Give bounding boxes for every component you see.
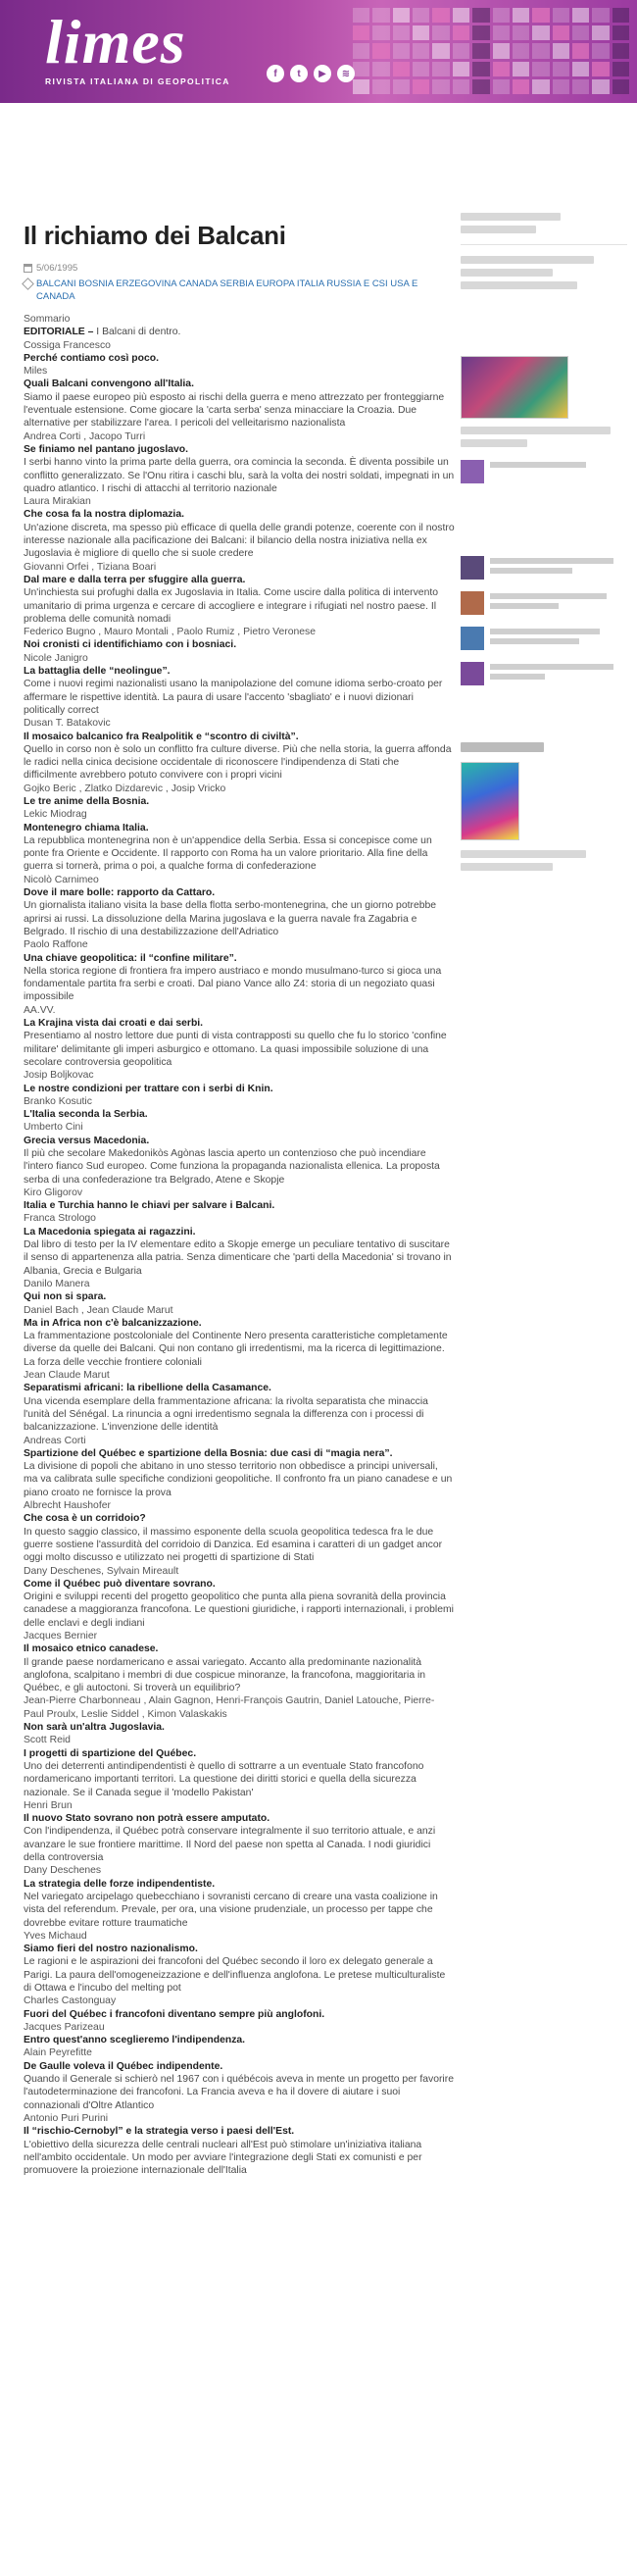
ad-pixel — [612, 62, 629, 76]
ad-pixel — [413, 62, 429, 76]
toc-entry-description: Quello in corso non è solo un conflitto fra culture diverse. Più che nella storia, la guerra affonda le radici nella cinica decisione occidentale di riconoscere l'indipendenza di Stati che difficilmente avrebbero potuto convivere con i propri vicini — [24, 743, 452, 782]
toc-entry-description: Un'azione discreta, ma spesso più efficace di quella delle grandi potenze, coerente con il nostro interesse nazionale alla pacificazione dei Balcani: il bilancio della nostra iniziativa nella ex Jugoslavia è migliore di quello che si suole credere — [24, 522, 455, 560]
toc-entry-title — [24, 1721, 455, 1734]
youtube-icon[interactable]: ▶ — [314, 65, 331, 82]
toc-title-text: Non sarà un'altra Jugoslavia. — [24, 1722, 165, 1734]
toc-title-text: La battaglia delle “neolingue”. — [24, 666, 171, 678]
toc-title-text: I progetti di spartizione del Québec. — [24, 1747, 197, 1759]
toc-title-text: Le tre anime della Bosnia. — [24, 795, 150, 807]
toc-title-text: Noi cronisti ci identifichiamo con i bosniaci. — [24, 639, 237, 651]
toc-entry-description: Uno dei deterrenti antindipendentisti è quello di sottrarre a un eventuale Stato francofono nordamericano importanti territori. La questione dei diritti storici e quella della sicurezza nazionale. Se il Canada segue il 'modello Pakistan' — [24, 1760, 424, 1798]
ad-pixel — [472, 25, 489, 40]
toc-entry-author[interactable]: Jacques Bernier — [24, 1630, 98, 1642]
toc-entry-author[interactable]: Dany Deschenes — [24, 1865, 102, 1877]
toc-entry-title — [24, 1878, 455, 1891]
ad-pixel — [553, 8, 569, 23]
toc-entry-author[interactable]: Henri Brun — [24, 1799, 73, 1811]
ad-pixel — [453, 62, 469, 76]
toc-entry-author[interactable]: Miles — [24, 366, 48, 378]
toc-entry-title — [24, 508, 455, 521]
sidebar-divider — [461, 244, 627, 245]
toc-entry-author[interactable]: Antonio Puri Purini — [24, 2112, 109, 2124]
ad-pixel — [513, 25, 529, 40]
toc-entry-author[interactable]: Branko Kosutic — [24, 1095, 92, 1107]
ad-pixel — [432, 79, 449, 94]
toc-title-text: Qui non si spara. — [24, 1291, 107, 1303]
ad-pixel — [612, 79, 629, 94]
toc-entry-author[interactable]: Laura Mirakian — [24, 496, 91, 508]
sommario — [24, 313, 455, 2177]
ad-pixel — [353, 79, 369, 94]
toc-entry-description: Il grande paese nordamericano e assai variegato. Accanto alla predominante nazionalità anglofona, scalpitano i membri di due cospicue minoranze, la francofona, maggioritaria in Québec, e gli autoctoni. Si troverà un equilibrio? — [24, 1656, 426, 1694]
toc-entry-title — [24, 2034, 455, 2046]
ad-pixel — [353, 8, 369, 23]
toc-entry-description: La repubblica montenegrina non è un'appendice della Serbia. Essa si concepisce come un ponte fra Oriente e Occidente. Il rapporto con Roma ha un valore prioritario. Alla fine della guerra si tornerà, prima o poi, a qualche forma di confederazione — [24, 834, 432, 873]
toc-entry-title — [24, 352, 455, 365]
calendar-icon — [24, 264, 32, 273]
ad-pixel — [612, 8, 629, 23]
toc-entry-author[interactable]: Andrea Corti , Jacopo Turri — [24, 430, 146, 442]
toc-title-text: L'Italia seconda la Serbia. — [24, 1109, 148, 1121]
article — [24, 213, 455, 2177]
ad-pixel — [612, 43, 629, 58]
toc-entry-description: Il più che secolare Makedonikòs Agònas lascia aperto un contenzioso che può incendiare l'intero fianco Sud europeo. Come funziona la propaganda nazionalista ellenica. La proposta serba di una confederazione tra Belgrado, Atene e Skopje — [24, 1148, 440, 1186]
toc-title-text: Se finiamo nel pantano jugoslavo. — [24, 443, 189, 455]
toc-entry-description: Un'inchiesta sui profughi dalla ex Jugoslavia in Italia. Come uscire dalla politica di intervento umanitario di prima urgenza e cercare di accogliere e integrare i rifugiati nel nostro paese. Il problema delle comunità nomadi — [24, 587, 439, 625]
site-header — [0, 0, 637, 103]
toc-title-text: Dal mare e dalla terra per sfuggire alla guerra. — [24, 574, 246, 585]
ad-pixel — [513, 62, 529, 76]
toc-entry-title — [24, 2060, 455, 2073]
ad-pixel — [472, 79, 489, 94]
toc-entry-title — [24, 574, 455, 586]
toc-entry-author[interactable]: Dusan T. Batakovic — [24, 718, 111, 730]
ad-pixel — [572, 43, 589, 58]
ad-pixel — [372, 79, 389, 94]
toc-entry-author[interactable]: Andreas Corti — [24, 1435, 86, 1446]
ad-pixel — [513, 8, 529, 23]
ad-pixel — [372, 25, 389, 40]
toc-entry-author[interactable]: Jean-Pierre Charbonneau , Alain Gagnon, Henri-François Gautrin, Daniel Latouche, Pierre-Paul Proulx, Leslie Siddel , Kimon Valaskakis — [24, 1695, 435, 1720]
toc-list — [24, 326, 455, 2177]
sidebar-mini-thumbs — [461, 460, 627, 495]
toc-title-text: La Krajina vista dai croati e dai serbi. — [24, 1018, 204, 1030]
toc-entry-author[interactable]: Scott Reid — [24, 1735, 71, 1746]
toc-entry-title — [24, 665, 455, 678]
toc-title-text: Che cosa è un corridoio? — [24, 1513, 146, 1525]
ad-pixel — [353, 43, 369, 58]
ad-pixel — [353, 62, 369, 76]
toc-entry-author[interactable]: Dany Deschenes, Sylvain Mireault — [24, 1565, 179, 1577]
ad-pixel — [572, 8, 589, 23]
toc-entry-author[interactable]: Nicolò Carnimeo — [24, 874, 99, 885]
sommario-label: Sommario — [24, 314, 71, 325]
ad-banner[interactable] — [353, 8, 629, 94]
ad-pixel — [432, 43, 449, 58]
toc-title-text: Separatismi africani: la ribellione della Casamance. — [24, 1383, 271, 1394]
ad-pixel — [393, 62, 410, 76]
ad-pixel — [353, 25, 369, 40]
sidebar-section-title — [461, 742, 627, 757]
ad-pixel — [553, 25, 569, 40]
toc-entry-author[interactable]: Nicole Janigro — [24, 652, 88, 664]
ad-pixel — [532, 79, 549, 94]
ad-pixel — [413, 25, 429, 40]
toc-entry-description: Nel variegato arcipelago quebecchiano i sovranisti cercano di creare una vasta coalizione in vista del referendum. Prevale, per ora, una visione prudenziale, un processo per tappe che dovrebbe evitare rotture traumatiche — [24, 1891, 438, 1929]
ad-pixel — [493, 43, 510, 58]
toc-entry-title — [24, 1447, 455, 1460]
toc-entry-title — [24, 1578, 455, 1591]
ad-pixel — [372, 8, 389, 23]
ad-pixel — [472, 8, 489, 23]
ad-pixel — [532, 25, 549, 40]
toc-entry-author[interactable]: Charles Castonguay — [24, 1995, 117, 2007]
facebook-icon[interactable]: f — [267, 65, 284, 82]
toc-entry-author[interactable]: AA.VV. — [24, 1004, 56, 1016]
ad-pixel — [612, 25, 629, 40]
toc-entry-author[interactable]: Josip Boljkovac — [24, 1070, 94, 1082]
toc-entry-title — [24, 1747, 455, 1760]
toc-entry-description: Come i nuovi regimi nazionalisti usano la manipolazione del comune idioma serbo-croato per affermare le rispettive identità. La paura di usare l'accento 'sbagliato' e i nuovi dizionari politically correct — [24, 679, 443, 716]
ad-pixel — [513, 43, 529, 58]
ad-pixel — [472, 43, 489, 58]
toc-title-text: Perché contiamo così poco. — [24, 352, 160, 364]
ad-pixel — [393, 79, 410, 94]
toc-title-text: Italia e Turchia hanno le chiavi per salvare i Balcani. — [24, 1200, 275, 1212]
toc-entry-title — [24, 378, 455, 390]
ad-pixel — [572, 25, 589, 40]
toc-entry-author[interactable]: Cossiga Francesco — [24, 339, 111, 351]
toc-entry-title — [24, 795, 455, 808]
toc-entry-author[interactable]: Franca Strologo — [24, 1213, 96, 1225]
ad-pixel — [553, 62, 569, 76]
toc-entry-title — [24, 1382, 455, 1394]
toc-entry-title — [24, 1017, 455, 1030]
toc-title-text: Le nostre condizioni per trattare con i serbi di Knin. — [24, 1083, 273, 1094]
ad-pixel — [592, 25, 609, 40]
ad-pixel — [532, 8, 549, 23]
toc-entry-author[interactable]: Gojko Beric , Zlatko Dizdarevic , Josip Vricko — [24, 783, 226, 794]
toc-entry-title — [24, 2008, 455, 2021]
sidebar-news-list — [461, 556, 627, 697]
toc-title-text: De Gaulle voleva il Québec indipendente. — [24, 2060, 223, 2072]
toc-title-text: La strategia delle forze indipendentiste. — [24, 1878, 216, 1890]
toc-title-text: Dove il mare bolle: rapporto da Cattaro. — [24, 887, 216, 899]
ad-pixel — [592, 43, 609, 58]
toc-entry-title — [24, 443, 455, 456]
twitter-icon[interactable]: t — [290, 65, 308, 82]
ad-pixel — [493, 62, 510, 76]
sidebar-promo-caption — [461, 850, 627, 876]
ad-pixel — [413, 79, 429, 94]
toc-entry-author[interactable]: Paolo Raffone — [24, 939, 88, 951]
toc-entry-title — [24, 1199, 455, 1212]
toc-entry-title — [24, 1812, 455, 1825]
article-tags[interactable]: BALCANI BOSNIA ERZEGOVINA CANADA SERBIA EUROPA ITALIA RUSSIA E CSI USA E CANADA — [36, 278, 418, 302]
toc-title-text: Il mosaico etnico canadese. — [24, 1643, 159, 1655]
ad-pixel — [453, 25, 469, 40]
toc-title-text: Quali Balcani convengono all'Italia. — [24, 379, 194, 390]
toc-entry-title — [24, 952, 455, 965]
ad-pixel — [472, 62, 489, 76]
toc-entry-title — [24, 731, 455, 743]
ad-pixel — [592, 8, 609, 23]
toc-title-text: Montenegro chiama Italia. — [24, 822, 149, 833]
toc-entry-title — [24, 1290, 455, 1303]
article-title: Il richiamo dei Balcani — [24, 221, 286, 250]
toc-title-text: Il nuovo Stato sovrano non potrà essere amputato. — [24, 1813, 270, 1825]
toc-entry-author[interactable]: Albrecht Haushofer — [24, 1500, 111, 1512]
toc-title-text: Il mosaico balcanico fra Realpolitik e “scontro di civiltà”. — [24, 731, 299, 742]
ad-pixel — [372, 43, 389, 58]
toc-entry-title — [24, 1943, 455, 1955]
social-links — [267, 65, 355, 82]
ad-pixel — [553, 43, 569, 58]
toc-entry-title — [24, 1083, 455, 1095]
toc-title-text: Spartizione del Québec e spartizione della Bosnia: due casi di “magia nera”. — [24, 1447, 393, 1459]
toc-entry-title — [24, 822, 455, 834]
toc-title-text: Una chiave geopolitica: il “confine militare”. — [24, 952, 237, 964]
toc-entry-description: Le ragioni e le aspirazioni dei francofoni del Québec secondo il loro ex delegato generale a Parigi. La paura dell'omogeneizzazione e dell'influenza anglofona. Le pretese multiculturaliste di Ottawa e l'incubo del melting pot — [24, 1956, 446, 1994]
rss-icon[interactable]: ≋ — [337, 65, 355, 82]
toc-entry-description: In questo saggio classico, il massimo esponente della scuola geopolitica tedesca fra le due guerre sostiene l'assurdità del corridoio di Danzica. Ed esamina i caratteri di un gadget ancor oggi molto discusso e utilizzato nei progetti di spartizione di Stati — [24, 1526, 443, 1564]
toc-entry-description: I serbi hanno vinto la prima parte della guerra, ora comincia la seconda. È diventa possibile un conflitto generalizzato. Se l'Onu ritira i caschi blu, sarà la volta dei nostri soldati, impegnati in un quadro atlantico. I rischi di attacchi al territorio nazionale — [24, 457, 455, 494]
ad-pixel — [393, 8, 410, 23]
toc-title-text: EDITORIALE – — [24, 327, 94, 338]
ad-pixel — [393, 43, 410, 58]
toc-title-text: Ma in Africa non c'è balcanizzazione. — [24, 1317, 202, 1329]
ad-pixel — [413, 43, 429, 58]
toc-entry-title — [24, 1226, 455, 1238]
ad-pixel — [453, 79, 469, 94]
toc-entry-description: Un giornalista italiano visita la base della flotta serbo-montenegrina, che un giorno potrebbe aprirsi ai russi. La dissoluzione della Marina jugoslava e la guerra navale fra Zagabria e Belgrado. Il rischio di una destabilizzazione dell'Adriatico — [24, 900, 437, 937]
toc-entry-author[interactable]: Daniel Bach , Jean Claude Marut — [24, 1304, 173, 1316]
toc-entry-description: Quando il Generale si schierò nel 1967 con i québécois aveva in mente un progetto per favorire l'autodeterminazione dei francofoni. La Francia aveva e ha il dovere di aiutare i suoi connazionali d'Oltre Atlantico — [24, 2074, 454, 2111]
toc-entry-author[interactable]: Federico Bugno , Mauro Montali , Paolo Rumiz , Pietro Veronese — [24, 627, 317, 638]
toc-entry-author[interactable]: Giovanni Orfei , Tiziana Boari — [24, 561, 157, 573]
ad-pixel — [572, 62, 589, 76]
ad-pixel — [513, 79, 529, 94]
toc-entry-author[interactable]: Jean Claude Marut — [24, 1370, 110, 1382]
toc-entry-title — [24, 326, 455, 338]
toc-title-extra: I Balcani di dentro. — [93, 327, 181, 338]
ad-pixel — [432, 8, 449, 23]
toc-entry-description: Siamo il paese europeo più esposto ai rischi della guerra e meno attrezzato per fronteggiarne l'eventuale estensione. Come giocare la 'carta serba' senza minacciare la Croazia. Due alternative per stabilizzare l'area. I pericoli del velleitarismo nazionalista — [24, 391, 445, 429]
sidebar-related-list — [461, 256, 627, 294]
site-logo[interactable] — [45, 7, 231, 88]
toc-title-text: Siamo fieri del nostro nazionalismo. — [24, 1944, 198, 1955]
ad-pixel — [493, 25, 510, 40]
ad-pixel — [493, 8, 510, 23]
article-date: 5/06/1995 — [36, 263, 78, 274]
toc-entry-title — [24, 886, 455, 899]
toc-entry-description: La divisione di popoli che abitano in uno stesso territorio non obbedisce a principi universali, ma va calibrata sulle specifiche condizioni geopolitiche. Il confronto fra un piano canadese e un piano croato ne fornisce la prova — [24, 1461, 453, 1498]
toc-title-text: Il “rischio-Cernobyl” e la strategia verso i paesi dell'Est. — [24, 2126, 295, 2138]
ad-pixel — [432, 25, 449, 40]
toc-title-text: Grecia versus Macedonia. — [24, 1135, 150, 1146]
toc-entry-title — [24, 638, 455, 651]
ad-pixel — [572, 79, 589, 94]
toc-entry-description: La frammentazione postcoloniale del Continente Nero presenta caratteristiche completamente diverse da quelle dei Balcani. Qui non contano gli irredentismi, ma la ricerca di legittimazione. La forza delle vecchie frontiere coloniali — [24, 1331, 448, 1368]
toc-entry-author[interactable]: Alain Peyrefitte — [24, 2047, 92, 2059]
ad-pixel — [493, 79, 510, 94]
toc-entry-author[interactable]: Lekic Miodrag — [24, 809, 87, 821]
toc-entry-author[interactable]: Kiro Gligorov — [24, 1187, 83, 1198]
ad-pixel — [553, 79, 569, 94]
ad-pixel — [432, 62, 449, 76]
toc-entry-title — [24, 1512, 455, 1525]
sidebar-promo-cover[interactable] — [461, 762, 627, 840]
ad-pixel — [592, 79, 609, 94]
sidebar-blurred-text — [461, 213, 627, 238]
article-date-row — [24, 263, 455, 274]
toc-entry-author[interactable]: Jacques Parizeau — [24, 2021, 105, 2033]
toc-title-text: Entro quest'anno sceglieremo l'indipendenza. — [24, 2035, 246, 2046]
toc-entry-description: Una vicenda esemplare della frammentazione africana: la rivolta separatista che minaccia l'unità del Sénégal. La rinuncia a ogni irredentismo segnala la differenza con i processi di balcanizzazione. L'invenzione delle identità — [24, 1395, 428, 1434]
logo-wordmark: limes — [45, 7, 186, 76]
ad-pixel — [592, 62, 609, 76]
toc-title-text: Che cosa fa la nostra diplomazia. — [24, 509, 184, 521]
toc-title-text: Fuori del Québec i francofoni diventano sempre più anglofoni. — [24, 2008, 325, 2020]
toc-entry-description: Presentiamo al nostro lettore due punti di vista contrapposti su quello che fu lo storico 'confine militare' delimitante gli imperi asburgico e ottomano. La quasi impossibile soluzione di una secolare controversia geopolitica — [24, 1031, 447, 1068]
ad-pixel — [453, 8, 469, 23]
toc-entry-description: Origini e sviluppi recenti del progetto geopolitico che punta alla piena sovranità della provincia canadese a maggioranza francofona. Le questioni giuridiche, i rapporti internazionali, i problemi delle enclavi e degli indiani — [24, 1591, 454, 1629]
toc-entry-description: Con l'indipendenza, il Québec potrà conservare integralmente il suo territorio attuale, e anzi avanzare le sue frontiere marittime. Il Nord del paese non spetta al Canada. I nodi giuridici della controversia — [24, 1826, 436, 1864]
toc-entry-title — [24, 1317, 455, 1330]
toc-entry-description: L'obiettivo della sicurezza delle centrali nucleari all'Est può stimolare un'iniziativa italiana nell'ambito occidentale. Un modo per avviare l'integrazione degli Stati ex comunisti e per promuovere la proiezione internazionale dell'Italia — [24, 2139, 422, 2177]
sidebar-magazine-cover[interactable] — [461, 356, 627, 419]
ad-pixel — [393, 25, 410, 40]
ad-pixel — [453, 43, 469, 58]
toc-entry-title — [24, 1108, 455, 1121]
ad-pixel — [532, 43, 549, 58]
toc-entry-description: Dal libro di testo per la IV elementare edito a Skopje emerge un peculiare tentativo di suscitare il senso di appartenenza alla patria. Senza dimenticare che 'parti della Macedonia' si trovano in Albania, Grecia e Bulgaria — [24, 1239, 452, 1277]
toc-entry-title — [24, 1642, 455, 1655]
sidebar-cover-caption — [461, 427, 627, 452]
toc-entry-author[interactable]: Yves Michaud — [24, 1930, 87, 1942]
article-tags-row — [24, 278, 455, 303]
tag-icon — [22, 278, 34, 290]
logo-tagline: RIVISTA ITALIANA DI GEOPOLITICA — [45, 76, 230, 86]
toc-entry-description: Nella storica regione di frontiera fra impero austriaco e mondo musulmano-turco si gioca una fondamentale partita fra serbi e croati. Dal piano Vance allo Z4: storia di un negoziato quasi impossibile — [24, 965, 442, 1003]
toc-entry-author[interactable]: Umberto Cini — [24, 1122, 83, 1134]
toc-entry-title — [24, 2125, 455, 2138]
ad-pixel — [372, 62, 389, 76]
toc-title-text: Come il Québec può diventare sovrano. — [24, 1578, 216, 1590]
toc-entry-title — [24, 1135, 455, 1147]
ad-pixel — [413, 8, 429, 23]
toc-entry-author[interactable]: Danilo Manera — [24, 1278, 90, 1289]
toc-title-text: La Macedonia spiegata ai ragazzini. — [24, 1226, 196, 1237]
ad-pixel — [532, 62, 549, 76]
